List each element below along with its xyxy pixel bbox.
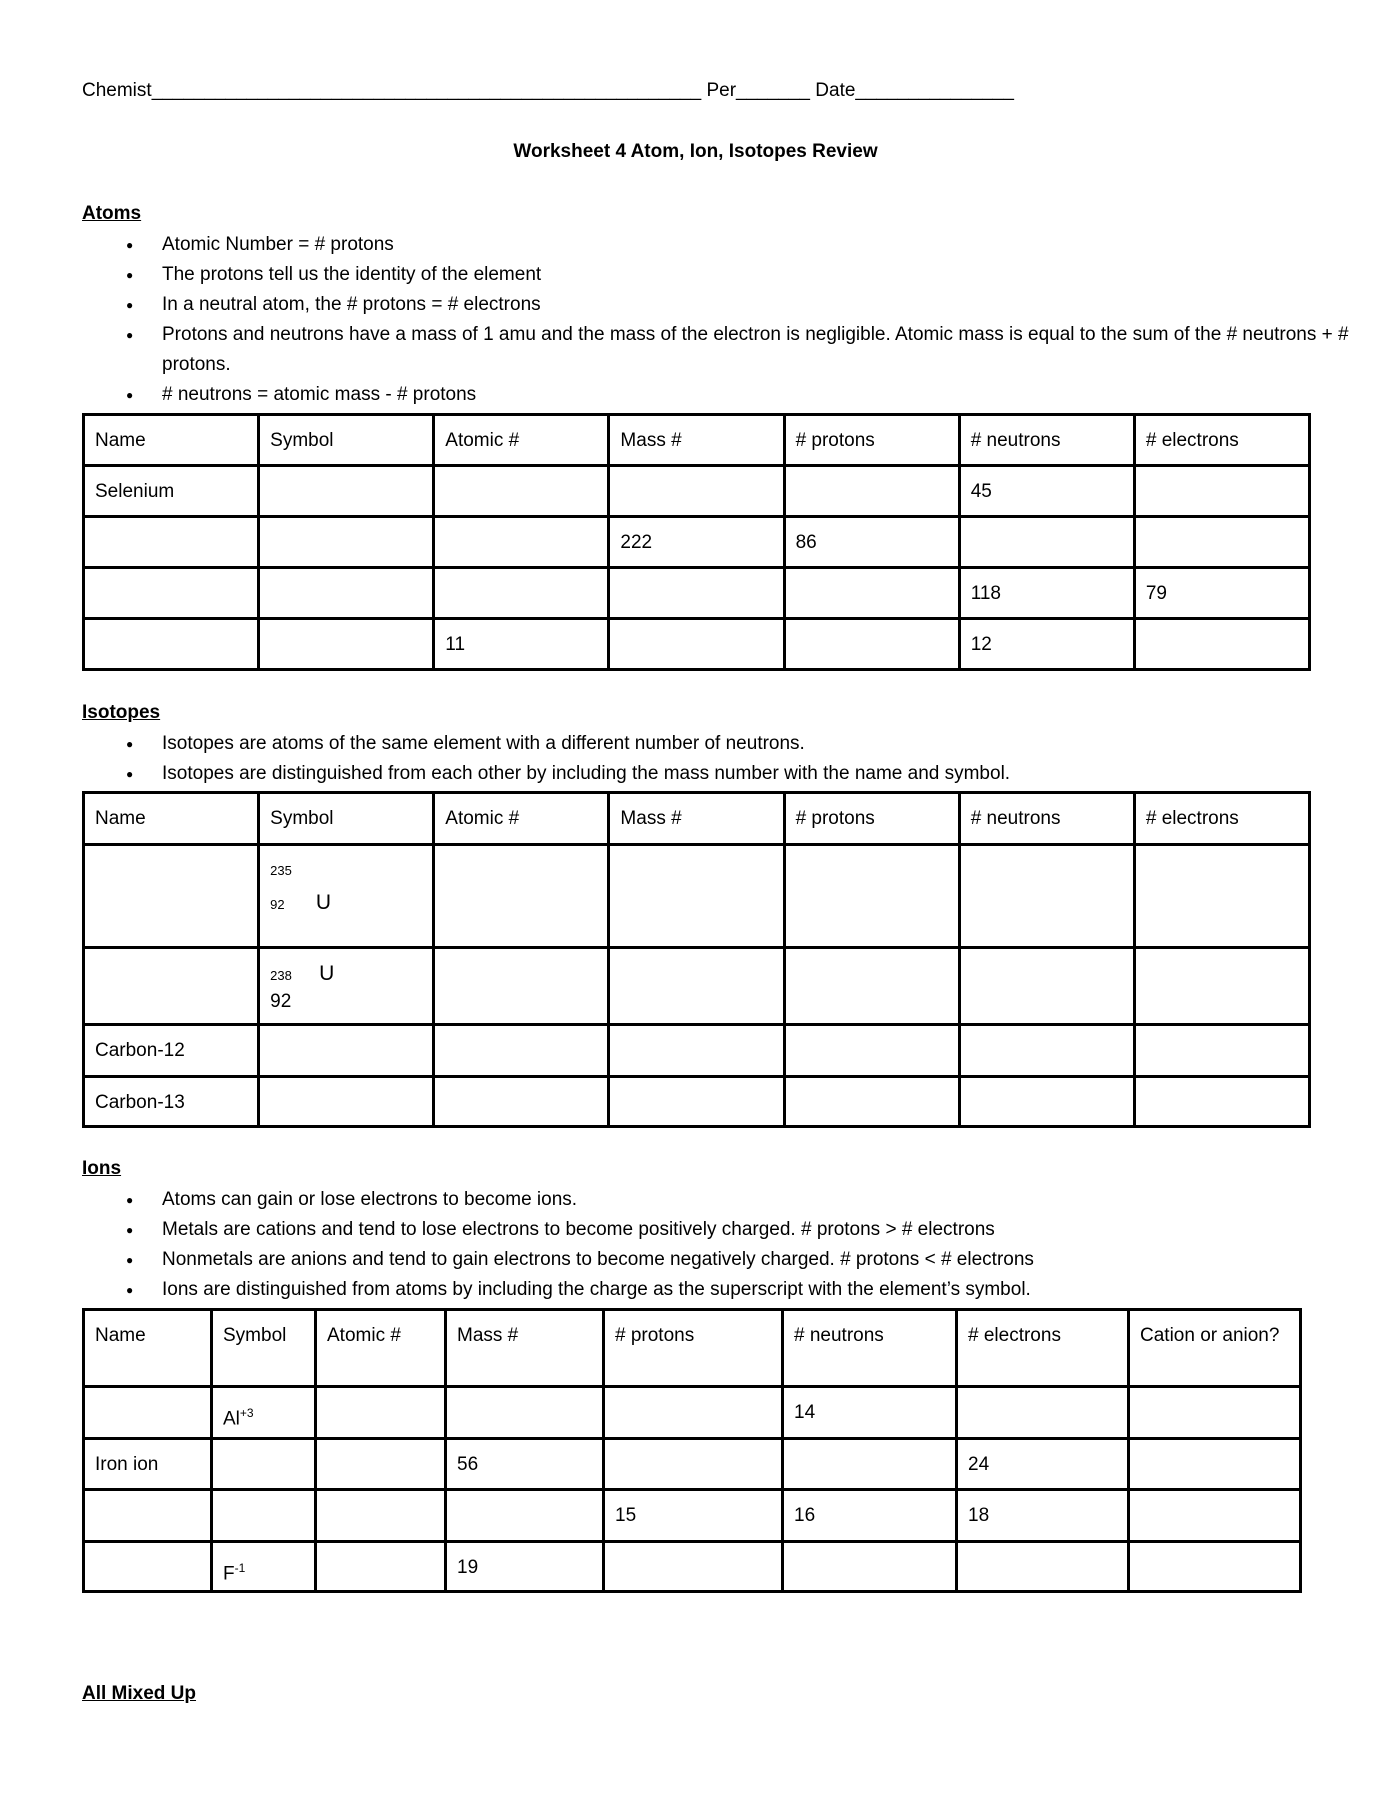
isotope-symbol-cell bbox=[259, 948, 434, 1025]
header-cell: Symbol bbox=[259, 793, 434, 845]
answer-cell[interactable] bbox=[1134, 948, 1309, 1025]
answer-cell[interactable] bbox=[84, 1387, 212, 1439]
answer-cell[interactable] bbox=[1129, 1387, 1301, 1439]
atoms-table bbox=[82, 413, 1311, 671]
answer-cell[interactable] bbox=[316, 1439, 446, 1490]
bullet-item: ● Nonmetals are anions and tend to gain electrons to become negatively charged. # protons < # electrons bbox=[82, 1245, 1034, 1275]
bullet-item: ● The protons tell us the identity of the element bbox=[82, 260, 1372, 290]
bullet-item: ● Isotopes are atoms of the same element with a different number of neutrons. bbox=[82, 729, 1010, 759]
header-cell: Name bbox=[84, 1310, 212, 1387]
answer-cell[interactable] bbox=[784, 568, 959, 619]
header-cell: Symbol bbox=[212, 1310, 316, 1387]
answer-cell[interactable] bbox=[84, 1490, 212, 1542]
answer-cell[interactable] bbox=[434, 845, 609, 948]
worksheet-title: Worksheet 4 Atom, Ion, Isotopes Review bbox=[513, 141, 878, 162]
header-cell: Mass # bbox=[609, 793, 784, 845]
answer-cell[interactable] bbox=[446, 1490, 604, 1542]
header-cell: # electrons bbox=[1134, 415, 1309, 466]
table-header-row bbox=[84, 793, 1310, 845]
answer-cell[interactable] bbox=[1134, 466, 1309, 517]
answer-cell[interactable] bbox=[84, 948, 259, 1025]
ions-table bbox=[82, 1308, 1302, 1593]
date-label: Date bbox=[815, 80, 856, 101]
answer-cell[interactable] bbox=[784, 466, 959, 517]
answer-cell[interactable] bbox=[434, 948, 609, 1025]
answer-cell[interactable] bbox=[434, 568, 609, 619]
period-label: Per bbox=[706, 80, 737, 101]
answer-cell[interactable] bbox=[1129, 1439, 1301, 1490]
table-row bbox=[84, 568, 1310, 619]
atomic-number: 92 bbox=[270, 897, 285, 912]
answer-cell[interactable] bbox=[604, 1542, 783, 1592]
table-row bbox=[84, 845, 1310, 948]
header-cell: Cation or anion? bbox=[1129, 1310, 1301, 1387]
answer-cell[interactable] bbox=[316, 1542, 446, 1592]
element-symbol: Al bbox=[223, 1408, 240, 1430]
answer-cell[interactable] bbox=[783, 1542, 957, 1592]
mass-line bbox=[270, 961, 422, 989]
answer-cell[interactable] bbox=[259, 1025, 434, 1077]
answer-cell[interactable] bbox=[84, 845, 259, 948]
table-header-row bbox=[84, 415, 1310, 466]
header-cell: Name bbox=[84, 793, 259, 845]
header-cell: Name bbox=[84, 415, 259, 466]
atomic-number: 92 bbox=[270, 991, 292, 1012]
chemist-label: Chemist bbox=[82, 80, 152, 101]
answer-cell[interactable]: 15 bbox=[604, 1490, 783, 1542]
isotope-notation-u238 bbox=[270, 961, 422, 1015]
answer-cell[interactable]: 14 bbox=[783, 1387, 957, 1439]
answer-cell[interactable]: 12 bbox=[959, 619, 1134, 670]
header-line bbox=[82, 80, 1014, 102]
answer-cell[interactable] bbox=[316, 1387, 446, 1439]
header-cell: # neutrons bbox=[959, 415, 1134, 466]
answer-cell[interactable] bbox=[1129, 1542, 1301, 1592]
mass-number: 238 bbox=[270, 968, 292, 983]
answer-cell[interactable]: 79 bbox=[1134, 568, 1309, 619]
answer-cell[interactable] bbox=[84, 568, 259, 619]
header-cell: # neutrons bbox=[959, 793, 1134, 845]
header-cell: # protons bbox=[604, 1310, 783, 1387]
answer-cell[interactable]: 118 bbox=[959, 568, 1134, 619]
isotope-notation-u235 bbox=[270, 858, 422, 918]
table-row bbox=[84, 619, 1310, 670]
answer-cell[interactable] bbox=[84, 517, 259, 568]
answer-cell[interactable] bbox=[259, 619, 434, 670]
answer-cell[interactable] bbox=[957, 1387, 1129, 1439]
header-cell: # protons bbox=[784, 793, 959, 845]
answer-cell[interactable] bbox=[784, 1025, 959, 1077]
bullet-item: ● Metals are cations and tend to lose electrons to become positively charged. # protons > # electrons bbox=[82, 1215, 1034, 1245]
table-row bbox=[84, 948, 1310, 1025]
bullet-item: ● In a neutral atom, the # protons = # electrons bbox=[82, 290, 1372, 320]
answer-cell[interactable] bbox=[784, 1077, 959, 1127]
bullet-item: ● # neutrons = atomic mass - # protons bbox=[82, 380, 1372, 410]
answer-cell[interactable] bbox=[609, 568, 784, 619]
answer-cell[interactable]: 86 bbox=[784, 517, 959, 568]
answer-cell: Carbon-13 bbox=[84, 1077, 259, 1127]
bullet-item: ● Ions are distinguished from atoms by including the charge as the superscript with the element’s symbol. bbox=[82, 1275, 1034, 1305]
ion-charge: -1 bbox=[234, 1561, 246, 1575]
answer-cell[interactable] bbox=[1129, 1490, 1301, 1542]
ion-symbol-cell[interactable] bbox=[212, 1490, 316, 1542]
element-symbol: U bbox=[315, 891, 332, 914]
table-header-row bbox=[84, 1310, 1301, 1387]
isotope-symbol-cell bbox=[259, 845, 434, 948]
bullet-item: ● Protons and neutrons have a mass of 1 amu and the mass of the electron is negligible. Atomic mass is equal to the sum of the # neutrons + # protons. bbox=[82, 320, 1372, 380]
ion-charge: +3 bbox=[239, 1406, 254, 1420]
isotopes-heading: Isotopes bbox=[82, 702, 161, 723]
answer-cell[interactable] bbox=[959, 1077, 1134, 1127]
answer-cell[interactable] bbox=[259, 1077, 434, 1127]
header-cell: # protons bbox=[784, 415, 959, 466]
isotopes-table bbox=[82, 791, 1311, 1128]
answer-cell[interactable] bbox=[1134, 619, 1309, 670]
answer-cell[interactable]: 18 bbox=[957, 1490, 1129, 1542]
header-cell: # neutrons bbox=[783, 1310, 957, 1387]
answer-cell[interactable] bbox=[84, 1542, 212, 1592]
answer-cell[interactable] bbox=[434, 1025, 609, 1077]
ion-symbol-cell bbox=[212, 1542, 316, 1592]
table-row bbox=[84, 1077, 1310, 1127]
header-cell: # electrons bbox=[1134, 793, 1309, 845]
period-field[interactable]: _______ bbox=[736, 80, 810, 101]
answer-cell[interactable] bbox=[784, 948, 959, 1025]
answer-cell[interactable] bbox=[1134, 1077, 1309, 1127]
answer-cell[interactable]: 24 bbox=[957, 1439, 1129, 1490]
answer-cell[interactable] bbox=[609, 948, 784, 1025]
answer-cell: Carbon-12 bbox=[84, 1025, 259, 1077]
all-mixed-up-heading: All Mixed Up bbox=[82, 1683, 197, 1704]
table-row bbox=[84, 1490, 1301, 1542]
answer-cell[interactable] bbox=[957, 1542, 1129, 1592]
answer-cell[interactable] bbox=[604, 1439, 783, 1490]
answer-cell[interactable] bbox=[609, 619, 784, 670]
header-cell: Mass # bbox=[609, 415, 784, 466]
bullet-item: ● Atomic Number = # protons bbox=[82, 230, 1372, 260]
answer-cell[interactable] bbox=[434, 1077, 609, 1127]
answer-cell[interactable]: Iron ion bbox=[84, 1439, 212, 1490]
ion-symbol-cell bbox=[212, 1387, 316, 1439]
answer-cell[interactable] bbox=[259, 568, 434, 619]
answer-cell[interactable] bbox=[1134, 845, 1309, 948]
answer-cell[interactable] bbox=[609, 1025, 784, 1077]
table-row bbox=[84, 1542, 1301, 1592]
table-row bbox=[84, 466, 1310, 517]
ion-symbol-cell[interactable] bbox=[212, 1439, 316, 1490]
answer-cell[interactable]: 16 bbox=[783, 1490, 957, 1542]
element-symbol: U bbox=[319, 962, 335, 985]
answer-cell[interactable] bbox=[783, 1439, 957, 1490]
answer-cell[interactable] bbox=[609, 845, 784, 948]
answer-cell[interactable] bbox=[446, 1387, 604, 1439]
header-cell: Atomic # bbox=[316, 1310, 446, 1387]
answer-cell[interactable]: 45 bbox=[959, 466, 1134, 517]
answer-cell[interactable] bbox=[259, 517, 434, 568]
table-row bbox=[84, 517, 1310, 568]
answer-cell[interactable] bbox=[959, 517, 1134, 568]
table-row bbox=[84, 1387, 1301, 1439]
answer-cell[interactable]: 56 bbox=[446, 1439, 604, 1490]
element-symbol: F bbox=[223, 1563, 235, 1585]
answer-cell[interactable] bbox=[959, 1025, 1134, 1077]
date-field[interactable]: _______________ bbox=[855, 80, 1014, 101]
bullet-item: ● Atoms can gain or lose electrons to become ions. bbox=[82, 1185, 1034, 1215]
answer-cell[interactable] bbox=[609, 466, 784, 517]
answer-cell[interactable] bbox=[1134, 517, 1309, 568]
answer-cell[interactable]: Selenium bbox=[84, 466, 259, 517]
ions-heading: Ions bbox=[82, 1158, 122, 1179]
answer-cell[interactable]: 11 bbox=[434, 619, 609, 670]
answer-cell[interactable] bbox=[434, 466, 609, 517]
header-cell: # electrons bbox=[957, 1310, 1129, 1387]
answer-cell[interactable] bbox=[609, 1077, 784, 1127]
chemist-name-field[interactable]: ____________________________________________________ bbox=[151, 80, 702, 101]
answer-cell[interactable] bbox=[434, 517, 609, 568]
answer-cell[interactable]: 222 bbox=[609, 517, 784, 568]
header-cell: Atomic # bbox=[434, 415, 609, 466]
mass-number: 235 bbox=[270, 863, 292, 878]
atomic-line bbox=[270, 890, 422, 918]
ions-bullets bbox=[82, 1185, 1034, 1305]
header-cell: Atomic # bbox=[434, 793, 609, 845]
header-cell: Symbol bbox=[259, 415, 434, 466]
answer-cell[interactable]: 19 bbox=[446, 1542, 604, 1592]
answer-cell[interactable] bbox=[784, 619, 959, 670]
answer-cell[interactable] bbox=[1134, 1025, 1309, 1077]
atoms-heading: Atoms bbox=[82, 203, 142, 224]
answer-cell[interactable] bbox=[604, 1387, 783, 1439]
header-cell: Mass # bbox=[446, 1310, 604, 1387]
answer-cell[interactable] bbox=[259, 466, 434, 517]
isotopes-bullets bbox=[82, 729, 1010, 789]
answer-cell[interactable] bbox=[84, 619, 259, 670]
atoms-bullets bbox=[82, 230, 1372, 410]
answer-cell[interactable] bbox=[959, 845, 1134, 948]
bullet-item: ● Isotopes are distinguished from each other by including the mass number with the name and symbol. bbox=[82, 759, 1010, 789]
answer-cell[interactable] bbox=[316, 1490, 446, 1542]
answer-cell[interactable] bbox=[959, 948, 1134, 1025]
table-row bbox=[84, 1439, 1301, 1490]
table-row bbox=[84, 1025, 1310, 1077]
answer-cell[interactable] bbox=[784, 845, 959, 948]
